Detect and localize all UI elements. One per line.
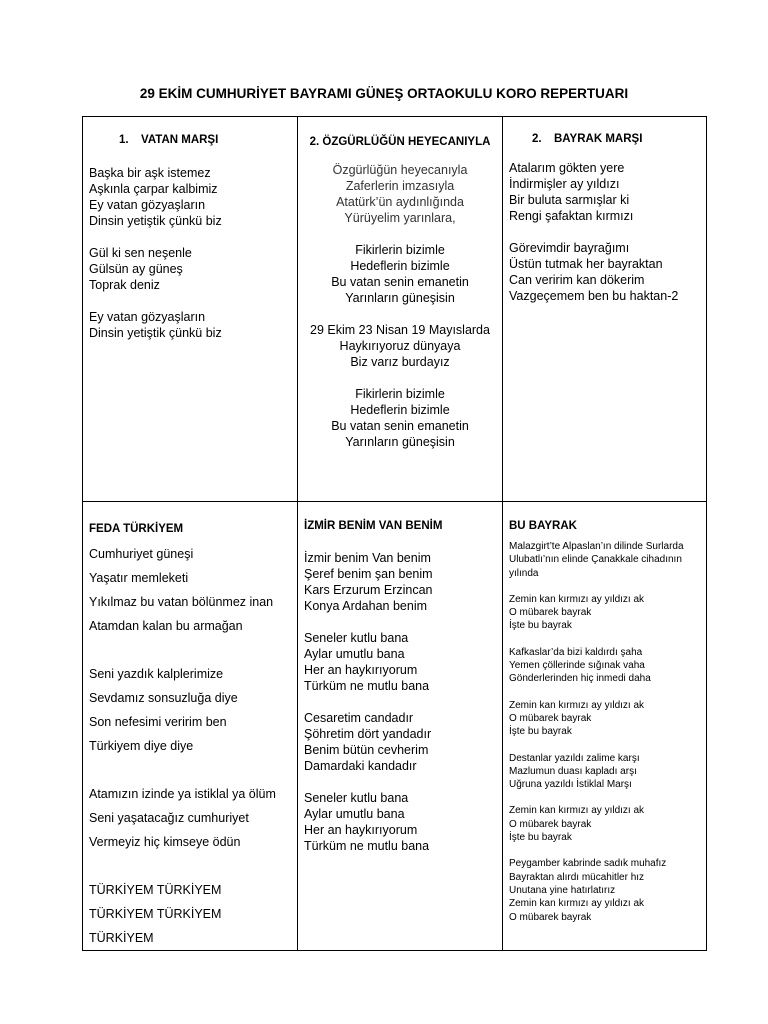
- lyric-line: Atalarım gökten yere: [509, 161, 625, 175]
- lyric-line: Zemin kan kırmızı ay yıldızı ak: [509, 898, 645, 910]
- lyric-line: Her an haykırıyorum: [304, 823, 418, 837]
- song-heading: [89, 132, 291, 148]
- lyric-line: Cesaretim candadır: [304, 711, 414, 725]
- stanza: [89, 878, 291, 950]
- lyric-line: Türkiyem diye diye: [89, 739, 194, 753]
- lyric-line: Bu vatan senin emanetin: [331, 275, 469, 289]
- lyric-line: Fikirlerin bizimle: [355, 387, 445, 401]
- stanza-gap: [89, 854, 291, 878]
- lyric-line: TÜRKİYEM TÜRKİYEM: [89, 907, 222, 921]
- lyric-line: Seneler kutlu bana: [304, 631, 409, 645]
- lyric-line: Toprak deniz: [89, 278, 160, 292]
- song-bayrak-marsi: [503, 131, 706, 304]
- repertoire-table: [82, 116, 707, 951]
- table-row: [83, 502, 707, 951]
- stanza-gap: [304, 306, 496, 322]
- stanza: [304, 386, 496, 450]
- lyric-line: Destanlar yazıldı zalime karşı: [509, 752, 640, 764]
- stanza: [509, 804, 700, 844]
- song-title: BAYRAK MARŞI: [554, 133, 643, 145]
- lyric-line: Gül ki sen neşenle: [89, 246, 192, 260]
- lyric-line: Dinsin yetiştik çünkü biz: [89, 326, 222, 340]
- lyric-line: Bu vatan senin emanetin: [331, 419, 469, 433]
- lyric-line: İşte bu bayrak: [509, 620, 572, 632]
- stanza-gap: [509, 633, 700, 646]
- lyric-line: O mübarek bayrak: [509, 911, 592, 923]
- song-feda-turkiyem: [83, 521, 297, 950]
- lyric-line: Vermeyiz hiç kimseye ödün: [89, 835, 241, 849]
- lyric-line: Benim bütün cevherim: [304, 743, 429, 757]
- lyric-line: Üstün tutmak her bayraktan: [509, 257, 663, 271]
- song-vatan-marsi: [83, 132, 297, 341]
- song-title: İZMİR BENİM VAN BENİM: [304, 520, 443, 532]
- song-title: BU BAYRAK: [509, 520, 577, 532]
- lyric-line: Atamdan kalan bu armağan: [89, 619, 243, 633]
- lyric-line: Fikirlerin bizimle: [355, 243, 445, 257]
- lyric-line: Peygamber kabrinde sadık muhafız: [509, 858, 667, 870]
- lyric-line: O mübarek bayrak: [509, 607, 592, 619]
- lyric-line: Vazgeçemem ben bu haktan-2: [509, 289, 679, 303]
- lyric-line: Yürüyelim yarınlara,: [344, 211, 456, 225]
- song-lyrics: [304, 550, 496, 854]
- stanza-gap: [304, 226, 496, 242]
- lyric-line: Sevdamız sonsuzluğa diye: [89, 691, 238, 705]
- lyric-line: İndirmişler ay yıldızı: [509, 177, 620, 191]
- stanza-gap: [509, 686, 700, 699]
- lyric-line: Gönderlerinden hiç inmedi daha: [509, 673, 651, 685]
- lyric-line: Atatürk’ün aydınlığında: [336, 195, 464, 209]
- stanza: [304, 790, 496, 854]
- lyric-line: Ey vatan gözyaşların: [89, 310, 206, 324]
- lyric-line: Zemin kan kırmızı ay yıldızı ak: [509, 699, 645, 711]
- stanza-gap: [89, 293, 291, 309]
- song-bu-bayrak: [503, 518, 706, 924]
- song-ozgurlugun-heyecaniyla: [298, 134, 502, 450]
- lyric-line: Her an haykırıyorum: [304, 663, 418, 677]
- lyric-line: Türküm ne mutlu bana: [304, 679, 430, 693]
- lyric-line: Bayraktan alırdı mücahitler hız: [509, 871, 645, 883]
- stanza: [509, 646, 700, 686]
- lyric-line: İzmir benim Van benim: [304, 551, 431, 565]
- lyric-line: Bir buluta sarmışlar ki: [509, 193, 630, 207]
- stanza: [89, 662, 291, 758]
- song-lyrics: [89, 165, 291, 341]
- song-cell-ozgurlugun-heyecaniyla: [298, 117, 503, 502]
- stanza: [509, 240, 700, 304]
- stanza: [304, 630, 496, 694]
- stanza: [509, 160, 700, 224]
- stanza-gap: [304, 694, 496, 710]
- song-lyrics: [304, 162, 496, 450]
- song-title: FEDA TÜRKİYEM: [89, 523, 184, 535]
- lyric-line: Özgürlüğün heyecanıyla: [332, 163, 468, 177]
- lyric-line: Yemen çöllerinde sığınak vaha: [509, 660, 645, 672]
- lyric-line: Gülsün ay güneş: [89, 262, 183, 276]
- lyric-line: Can veririm kan dökerim: [509, 273, 645, 287]
- lyric-line: Zemin kan kırmızı ay yıldızı ak: [509, 805, 645, 817]
- stanza: [509, 752, 700, 792]
- lyric-line: Kafkaslar’da bizi kaldırdı şaha: [509, 646, 643, 658]
- song-cell-vatan-marsi: [83, 117, 298, 502]
- stanza-gap: [89, 758, 291, 782]
- lyric-line: Haykırıyoruz dünyaya: [339, 339, 461, 353]
- stanza-gap: [89, 229, 291, 245]
- lyric-line: O mübarek bayrak: [509, 712, 592, 724]
- lyric-line: Mazlumun duası kapladı arşı: [509, 765, 637, 777]
- lyric-line: Yaşatır memleketi: [89, 571, 189, 585]
- lyric-line: Türküm ne mutlu bana: [304, 839, 430, 853]
- lyric-line: Biz varız burdayız: [350, 355, 450, 369]
- lyric-line: Seneler kutlu bana: [304, 791, 409, 805]
- lyric-line: TÜRKİYEM TÜRKİYEM: [89, 883, 222, 897]
- lyric-line: İşte bu bayrak: [509, 726, 572, 738]
- lyric-line: Ey vatan gözyaşların: [89, 198, 206, 212]
- stanza: [304, 550, 496, 614]
- lyric-line: Şöhretim dört yandadır: [304, 727, 432, 741]
- lyric-line: Yarınların güneşisin: [345, 435, 455, 449]
- lyric-line: Uğruna yazıldı İstiklal Marşı: [509, 779, 632, 791]
- stanza: [509, 857, 700, 923]
- lyric-line: TÜRKİYEM: [89, 931, 154, 945]
- song-lyrics: [89, 542, 291, 950]
- lyric-line: Yıkılmaz bu vatan bölünmez inan: [89, 595, 274, 609]
- lyric-line: Kars Erzurum Erzincan: [304, 583, 433, 597]
- song-title: ÖZGÜRLÜĞÜN HEYECANIYLA: [322, 136, 491, 148]
- lyric-line: Son nefesimi veririm ben: [89, 715, 227, 729]
- table-row: [83, 117, 707, 502]
- song-number: 1.: [119, 134, 129, 146]
- song-lyrics: [509, 160, 700, 304]
- stanza-gap: [509, 580, 700, 593]
- stanza-gap: [509, 844, 700, 857]
- stanza: [509, 540, 700, 580]
- song-cell-bu-bayrak: [503, 502, 707, 951]
- song-number: 2.: [309, 136, 320, 148]
- lyric-line: Zemin kan kırmızı ay yıldızı ak: [509, 593, 645, 605]
- lyric-line: Malazgirt’te Alpaslan’ın dilinde Surlarda: [509, 541, 684, 552]
- stanza: [89, 542, 291, 638]
- stanza: [89, 782, 291, 854]
- stanza-gap: [509, 739, 700, 752]
- lyric-line: Ulubatlı’nın elinde Çanakkale cihadının yılında: [509, 554, 682, 579]
- stanza: [304, 242, 496, 306]
- stanza-gap: [304, 370, 496, 386]
- lyric-line: Konya Ardahan benim: [304, 599, 428, 613]
- song-cell-izmir-benim-van-benim: [298, 502, 503, 951]
- stanza-gap: [509, 791, 700, 804]
- song-number: 2.: [532, 133, 542, 145]
- lyric-line: Yarınların güneşisin: [345, 291, 455, 305]
- stanza: [509, 699, 700, 739]
- stanza: [89, 245, 291, 293]
- lyric-line: Rengi şafaktan kırmızı: [509, 209, 634, 223]
- lyric-line: Seni yazdık kalplerimize: [89, 667, 224, 681]
- stanza-gap: [509, 224, 700, 240]
- stanza: [509, 593, 700, 633]
- lyric-line: Aylar umutlu bana: [304, 647, 405, 661]
- lyric-line: Hedeflerin bizimle: [350, 403, 450, 417]
- song-izmir-benim-van-benim: [298, 518, 502, 854]
- lyric-line: Unutana yine hatırlatırız: [509, 884, 616, 896]
- lyric-line: Aylar umutlu bana: [304, 807, 405, 821]
- lyric-line: Şeref benim şan benim: [304, 567, 433, 581]
- stanza: [304, 710, 496, 774]
- lyric-line: O mübarek bayrak: [509, 818, 592, 830]
- page-title: 29 EKİM CUMHURİYET BAYRAMI GÜNEŞ ORTAOKULU KORO REPERTUARI: [139, 86, 629, 101]
- lyric-line: Seni yaşatacağız cumhuriyet: [89, 811, 249, 825]
- lyric-line: Damardaki kandadır: [304, 759, 417, 773]
- song-title: VATAN MARŞI: [141, 134, 219, 146]
- song-heading: [509, 131, 700, 147]
- lyric-line: Atamızın izinde ya istiklal ya ölüm: [89, 787, 276, 801]
- stanza-gap: [304, 614, 496, 630]
- stanza: [304, 322, 496, 370]
- song-cell-bayrak-marsi: [503, 117, 707, 502]
- lyric-line: Başka bir aşk istemez: [89, 166, 211, 180]
- song-lyrics: [509, 540, 700, 924]
- stanza: [89, 165, 291, 229]
- lyric-line: Hedeflerin bizimle: [350, 259, 450, 273]
- lyric-line: Zaferlerin imzasıyla: [345, 179, 455, 193]
- stanza: [304, 162, 496, 226]
- lyric-line: Aşkınla çarpar kalbimiz: [89, 182, 218, 196]
- lyric-line: İşte bu bayrak: [509, 832, 572, 844]
- lyric-line: Görevimdir bayrağımı: [509, 241, 630, 255]
- lyric-line: 29 Ekim 23 Nisan 19 Mayıslarda: [310, 323, 490, 337]
- stanza-gap: [89, 638, 291, 662]
- song-cell-feda-turkiyem: [83, 502, 298, 951]
- lyric-line: Cumhuriyet güneşi: [89, 547, 194, 561]
- stanza: [89, 309, 291, 341]
- song-heading: [304, 134, 496, 150]
- lyric-line: Dinsin yetiştik çünkü biz: [89, 214, 222, 228]
- stanza-gap: [304, 774, 496, 790]
